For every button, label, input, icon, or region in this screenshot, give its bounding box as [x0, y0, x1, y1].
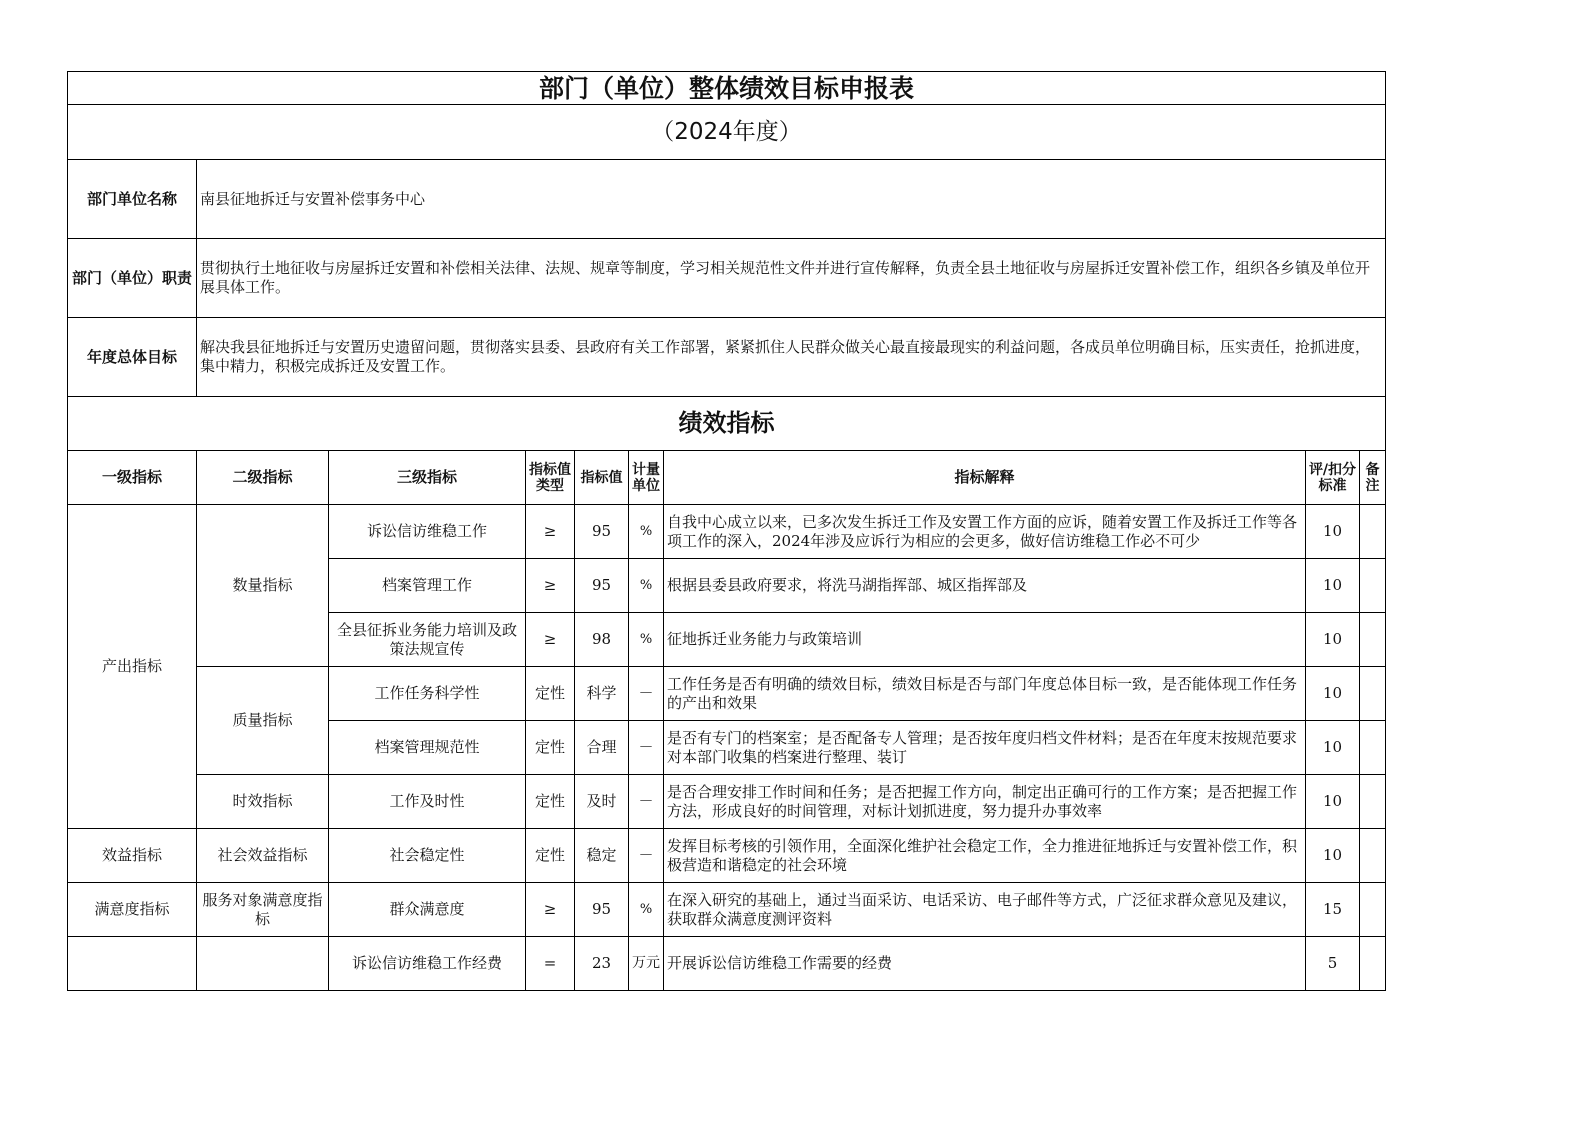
indicator-type: 定性 — [526, 829, 575, 883]
indicator-score: 10 — [1306, 505, 1360, 559]
indicator-note — [1360, 667, 1386, 721]
indicator-name: 诉讼信访维稳工作 — [329, 505, 526, 559]
indicator-name: 档案管理工作 — [329, 559, 526, 613]
header-level1: 一级指标 — [68, 451, 197, 505]
indicator-explain: 是否合理安排工作时间和任务；是否把握工作方向，制定出正确可行的工作方案；是否把握工作方法，形成良好的时间管理，对标计划抓进度，努力提升办事效率 — [664, 775, 1306, 829]
indicator-value: 98 — [575, 613, 629, 667]
indicator-name: 工作任务科学性 — [329, 667, 526, 721]
indicator-score: 10 — [1306, 775, 1360, 829]
indicator-score: 10 — [1306, 829, 1360, 883]
header-level3: 三级指标 — [329, 451, 526, 505]
indicator-type: ≥ — [526, 613, 575, 667]
level1-output: 产出指标 — [68, 505, 197, 829]
indicator-value: 95 — [575, 505, 629, 559]
indicator-unit: － — [629, 721, 664, 775]
indicator-value: 95 — [575, 559, 629, 613]
indicator-unit: － — [629, 829, 664, 883]
header-unit: 计量单位 — [629, 451, 664, 505]
indicator-note — [1360, 883, 1386, 937]
dept-name-value: 南县征地拆迁与安置补偿事务中心 — [197, 160, 1386, 239]
indicator-name: 群众满意度 — [329, 883, 526, 937]
header-score: 评/扣分标准 — [1306, 451, 1360, 505]
table-row — [68, 937, 1386, 991]
indicator-note — [1360, 775, 1386, 829]
level1-benefit: 效益指标 — [68, 829, 197, 883]
table-row — [68, 667, 1386, 721]
indicator-explain: 在深入研究的基础上，通过当面采访、电话采访、电子邮件等方式，广泛征求群众意见及建议，获取群众满意度测评资料 — [664, 883, 1306, 937]
header-value-type: 指标值类型 — [526, 451, 575, 505]
indicator-name: 全县征拆业务能力培训及政策法规宣传 — [329, 613, 526, 667]
table-row — [68, 883, 1386, 937]
goal-value: 解决我县征地拆迁与安置历史遗留问题，贯彻落实县委、县政府有关工作部署，紧紧抓住人民群众做关心最直接最现实的利益问题，各成员单位明确目标，压实责任，抢抓进度，集中精力，积极完成拆迁及安置工作。 — [197, 318, 1386, 397]
indicator-type: ≥ — [526, 559, 575, 613]
indicator-score: 15 — [1306, 883, 1360, 937]
indicator-type: 定性 — [526, 667, 575, 721]
indicator-unit: % — [629, 883, 664, 937]
form-sheet — [67, 71, 1385, 991]
indicator-value: 23 — [575, 937, 629, 991]
indicator-score: 10 — [1306, 613, 1360, 667]
table-row — [68, 505, 1386, 559]
indicator-score: 5 — [1306, 937, 1360, 991]
goal-label: 年度总体目标 — [68, 318, 197, 397]
header-level2: 二级指标 — [197, 451, 329, 505]
level2-service-satisfaction: 服务对象满意度指标 — [197, 883, 329, 937]
indicator-name: 社会稳定性 — [329, 829, 526, 883]
level2-empty — [197, 937, 329, 991]
indicator-note — [1360, 505, 1386, 559]
indicator-explain: 工作任务是否有明确的绩效目标，绩效目标是否与部门年度总体目标一致，是否能体现工作任务的产出和效果 — [664, 667, 1306, 721]
indicator-value: 科学 — [575, 667, 629, 721]
indicator-value: 及时 — [575, 775, 629, 829]
indicator-note — [1360, 829, 1386, 883]
form-title: 部门（单位）整体绩效目标申报表 — [68, 72, 1386, 105]
indicator-value: 稳定 — [575, 829, 629, 883]
indicator-type: ≥ — [526, 505, 575, 559]
indicator-note — [1360, 937, 1386, 991]
indicator-type: = — [526, 937, 575, 991]
level1-satisfaction: 满意度指标 — [68, 883, 197, 937]
performance-target-table — [67, 71, 1386, 991]
indicator-type: 定性 — [526, 775, 575, 829]
level2-quality: 质量指标 — [197, 667, 329, 775]
indicator-type: 定性 — [526, 721, 575, 775]
table-row — [68, 775, 1386, 829]
indicator-note — [1360, 559, 1386, 613]
indicator-explain: 发挥目标考核的引领作用，全面深化维护社会稳定工作，全力推进征地拆迁与安置补偿工作，积极营造和谐稳定的社会环境 — [664, 829, 1306, 883]
indicator-note — [1360, 721, 1386, 775]
indicator-explain: 根据县委县政府要求，将洗马湖指挥部、城区指挥部及 — [664, 559, 1306, 613]
indicator-unit: 万元 — [629, 937, 664, 991]
indicator-value: 95 — [575, 883, 629, 937]
indicator-explain: 开展诉讼信访维稳工作需要的经费 — [664, 937, 1306, 991]
level1-empty — [68, 937, 197, 991]
duty-value: 贯彻执行土地征收与房屋拆迁安置和补偿相关法律、法规、规章等制度，学习相关规范性文件并进行宣传解释，负责全县土地征收与房屋拆迁安置补偿工作，组织各乡镇及单位开展具体工作。 — [197, 239, 1386, 318]
indicator-unit: － — [629, 775, 664, 829]
indicator-score: 10 — [1306, 667, 1360, 721]
indicator-unit: － — [629, 667, 664, 721]
table-row — [68, 829, 1386, 883]
section-title: 绩效指标 — [68, 397, 1386, 451]
header-note: 备注 — [1360, 451, 1386, 505]
indicator-explain: 是否有专门的档案室；是否配备专人管理；是否按年度归档文件材料；是否在年度末按规范要求对本部门收集的档案进行整理、装订 — [664, 721, 1306, 775]
indicator-explain: 征地拆迁业务能力与政策培训 — [664, 613, 1306, 667]
header-explain: 指标解释 — [664, 451, 1306, 505]
indicator-name: 诉讼信访维稳工作经费 — [329, 937, 526, 991]
indicator-name: 档案管理规范性 — [329, 721, 526, 775]
indicator-note — [1360, 613, 1386, 667]
indicator-type: ≥ — [526, 883, 575, 937]
level2-quantity: 数量指标 — [197, 505, 329, 667]
indicator-unit: % — [629, 505, 664, 559]
indicator-unit: % — [629, 559, 664, 613]
dept-name-label: 部门单位名称 — [68, 160, 197, 239]
form-year: （2024年度） — [68, 105, 1386, 160]
indicator-score: 10 — [1306, 721, 1360, 775]
header-value: 指标值 — [575, 451, 629, 505]
indicator-unit: % — [629, 613, 664, 667]
indicator-value: 合理 — [575, 721, 629, 775]
indicator-score: 10 — [1306, 559, 1360, 613]
duty-label: 部门（单位）职责 — [68, 239, 197, 318]
indicator-name: 工作及时性 — [329, 775, 526, 829]
level2-timeliness: 时效指标 — [197, 775, 329, 829]
level2-social-benefit: 社会效益指标 — [197, 829, 329, 883]
header-row — [68, 451, 1386, 505]
indicator-explain: 自我中心成立以来，已多次发生拆迁工作及安置工作方面的应诉，随着安置工作及拆迁工作等各项工作的深入，2024年涉及应诉行为相应的会更多，做好信访维稳工作必不可少 — [664, 505, 1306, 559]
